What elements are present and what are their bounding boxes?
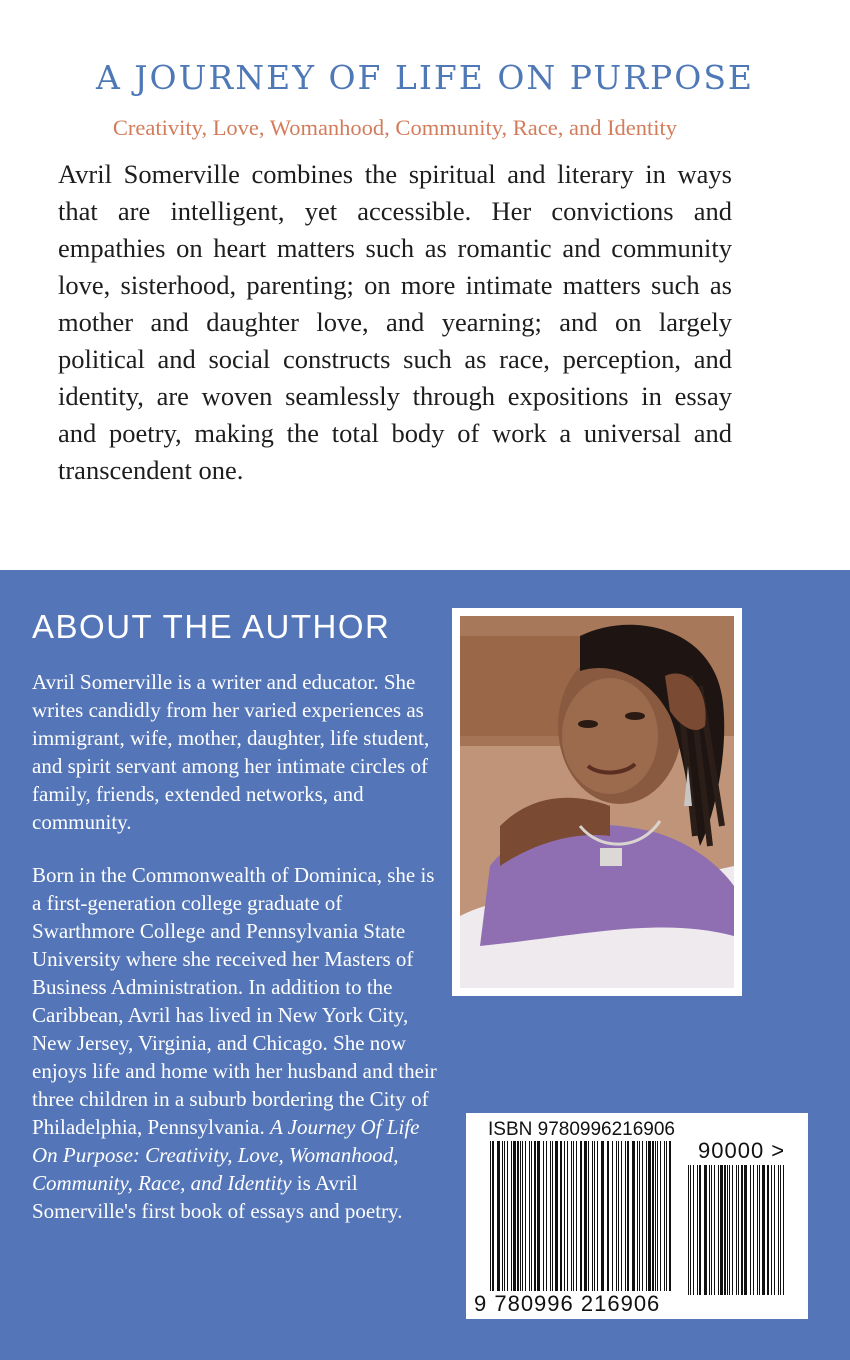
barcode-bar xyxy=(655,1141,656,1291)
barcode-bar xyxy=(697,1165,698,1295)
barcode-bar xyxy=(567,1141,568,1291)
barcode-bar xyxy=(546,1141,547,1291)
barcode-bar xyxy=(780,1165,781,1295)
barcode-bar xyxy=(597,1141,598,1291)
barcode-bar xyxy=(693,1165,694,1295)
barcode-bar xyxy=(580,1141,582,1291)
barcode-bar xyxy=(720,1165,723,1295)
barcode-bar xyxy=(529,1141,530,1291)
barcode-bar xyxy=(511,1141,512,1291)
barcode-bar xyxy=(576,1141,577,1291)
barcode-bar xyxy=(771,1165,772,1295)
barcode-bar xyxy=(537,1141,540,1291)
barcode-bar xyxy=(729,1165,730,1295)
barcode-bar xyxy=(744,1165,747,1295)
barcode-bar xyxy=(664,1141,665,1291)
barcode-bar xyxy=(625,1141,626,1291)
author-bio-paragraph-2 xyxy=(32,861,442,1225)
barcode-bar xyxy=(652,1141,654,1291)
barcode-bar xyxy=(573,1141,574,1291)
barcode-bar xyxy=(669,1141,671,1291)
barcode-bar xyxy=(502,1141,503,1291)
barcode-bar xyxy=(504,1141,505,1291)
book-subtitle: Creativity, Love, Womanhood, Community, Race, and Identity xyxy=(112,115,678,140)
barcode-bars xyxy=(466,1113,808,1319)
barcode-bar xyxy=(560,1141,562,1291)
barcode-bar xyxy=(550,1141,551,1291)
barcode-bar xyxy=(727,1165,728,1295)
barcode-bar xyxy=(639,1141,640,1291)
about-author-heading: ABOUT THE AUTHOR xyxy=(32,608,391,645)
barcode-bar xyxy=(490,1141,491,1291)
barcode-bar xyxy=(522,1141,523,1291)
barcode-bar xyxy=(711,1165,712,1295)
barcode-bar xyxy=(497,1141,500,1291)
barcode-bar xyxy=(666,1141,667,1291)
isbn-digits: 9 780996 216906 xyxy=(474,1291,661,1316)
bio-text-start: Born in the Commonwealth of Dominica, she is a first-generation college graduate of Swarthmore College and Pennsylvania State University where she received her Masters of Business Administration. In addition to the Caribbean, Avril has lived in New York City, New Jersey, Virginia, and Chicago. She now enjoys life and home with her husband and their three children in a suburb bordering the City of Philadelphia, Pennsylvania. xyxy=(32,863,437,1139)
bio-text-end: is Avril Somerville's first book of essays and poetry. xyxy=(32,1171,403,1223)
barcode-bar xyxy=(492,1141,494,1291)
barcode-bar xyxy=(709,1165,710,1295)
barcode-bar xyxy=(592,1141,593,1291)
barcode-bar xyxy=(552,1141,553,1291)
barcode-bar xyxy=(517,1141,519,1291)
cover-top-section xyxy=(0,0,850,570)
author-bio-paragraph-1: Avril Somerville is a writer and educator. She writes candidly from her varied experiences as immigrant, wife, mother, daughter, life student, and spirit servant among her intimate circles of family, friends, extended networks, and community. xyxy=(32,670,430,834)
barcode-bar xyxy=(507,1141,508,1291)
isbn-barcode xyxy=(466,1113,808,1319)
author-photo-frame xyxy=(452,608,742,996)
barcode-bar xyxy=(525,1141,526,1291)
isbn-label: ISBN 9780996216906 xyxy=(488,1119,675,1140)
about-author-panel xyxy=(0,570,850,1360)
author-photo xyxy=(460,616,734,988)
barcode-bar xyxy=(543,1141,544,1291)
barcode-bar xyxy=(571,1141,572,1291)
barcode-bar xyxy=(704,1165,707,1295)
barcode-bar xyxy=(534,1141,536,1291)
barcode-bar xyxy=(648,1141,651,1291)
barcode-bar xyxy=(762,1165,765,1295)
barcode-bar xyxy=(520,1141,521,1291)
barcode-bar xyxy=(783,1165,784,1295)
barcode-bar xyxy=(753,1165,754,1295)
barcode-bar xyxy=(621,1141,622,1291)
barcode-bar xyxy=(601,1141,604,1291)
barcode-bar xyxy=(699,1165,701,1295)
barcode-bar xyxy=(718,1165,719,1295)
barcode-bar xyxy=(714,1165,715,1295)
barcode-bar xyxy=(741,1165,743,1295)
barcode-bar xyxy=(584,1141,587,1291)
barcode-bar xyxy=(607,1141,609,1291)
barcode-bar xyxy=(736,1165,737,1295)
barcode-bar xyxy=(767,1165,769,1295)
barcode-bar xyxy=(759,1165,760,1295)
barcode-bar xyxy=(513,1141,516,1291)
barcode-bar xyxy=(757,1165,758,1295)
author-photo-illustration xyxy=(460,616,734,988)
barcode-bar xyxy=(660,1141,661,1291)
barcode-bar xyxy=(774,1165,775,1295)
barcode-bar xyxy=(690,1165,691,1295)
barcode-bar xyxy=(564,1141,565,1291)
barcode-bar xyxy=(588,1141,589,1291)
barcode-bar xyxy=(732,1165,733,1295)
book-title-italic: A Journey Of Life On Purpose: Creativity, Love, Womanhood, Community, Race, and Identity xyxy=(32,1115,420,1195)
barcode-bar xyxy=(637,1141,638,1291)
barcode-bar xyxy=(555,1141,558,1291)
barcode-bar xyxy=(618,1141,619,1291)
barcode-bar xyxy=(738,1165,739,1295)
barcode-bar xyxy=(750,1165,751,1295)
book-title: A JOURNEY OF LIFE ON PURPOSE xyxy=(95,58,755,97)
barcode-bar xyxy=(612,1141,613,1291)
price-code: 90000 > xyxy=(698,1138,786,1163)
barcode-bar xyxy=(632,1141,635,1291)
barcode-bar xyxy=(778,1165,779,1295)
barcode-bar xyxy=(657,1141,658,1291)
barcode-bar xyxy=(627,1141,629,1291)
book-blurb: Avril Somerville combines the spiritual and literary in ways that are intelligent, yet accessible. Her convictions and empathies on heart matters such as romantic and community love, sisterhood, parenting; on more intimate matters such as mother and daughter love, and yearning; and on largely political and social constructs such as race, perception, and identity, are woven seamlessly through expositions in essay and poetry, making the total body of work a universal and transcendent one. xyxy=(58,159,732,485)
barcode-bar xyxy=(531,1141,532,1291)
barcode-bar xyxy=(646,1141,647,1291)
barcode-bar xyxy=(594,1141,595,1291)
barcode-bar xyxy=(688,1165,689,1295)
barcode-bar xyxy=(642,1141,643,1291)
barcode-bar xyxy=(724,1165,726,1295)
barcode-bar xyxy=(616,1141,617,1291)
